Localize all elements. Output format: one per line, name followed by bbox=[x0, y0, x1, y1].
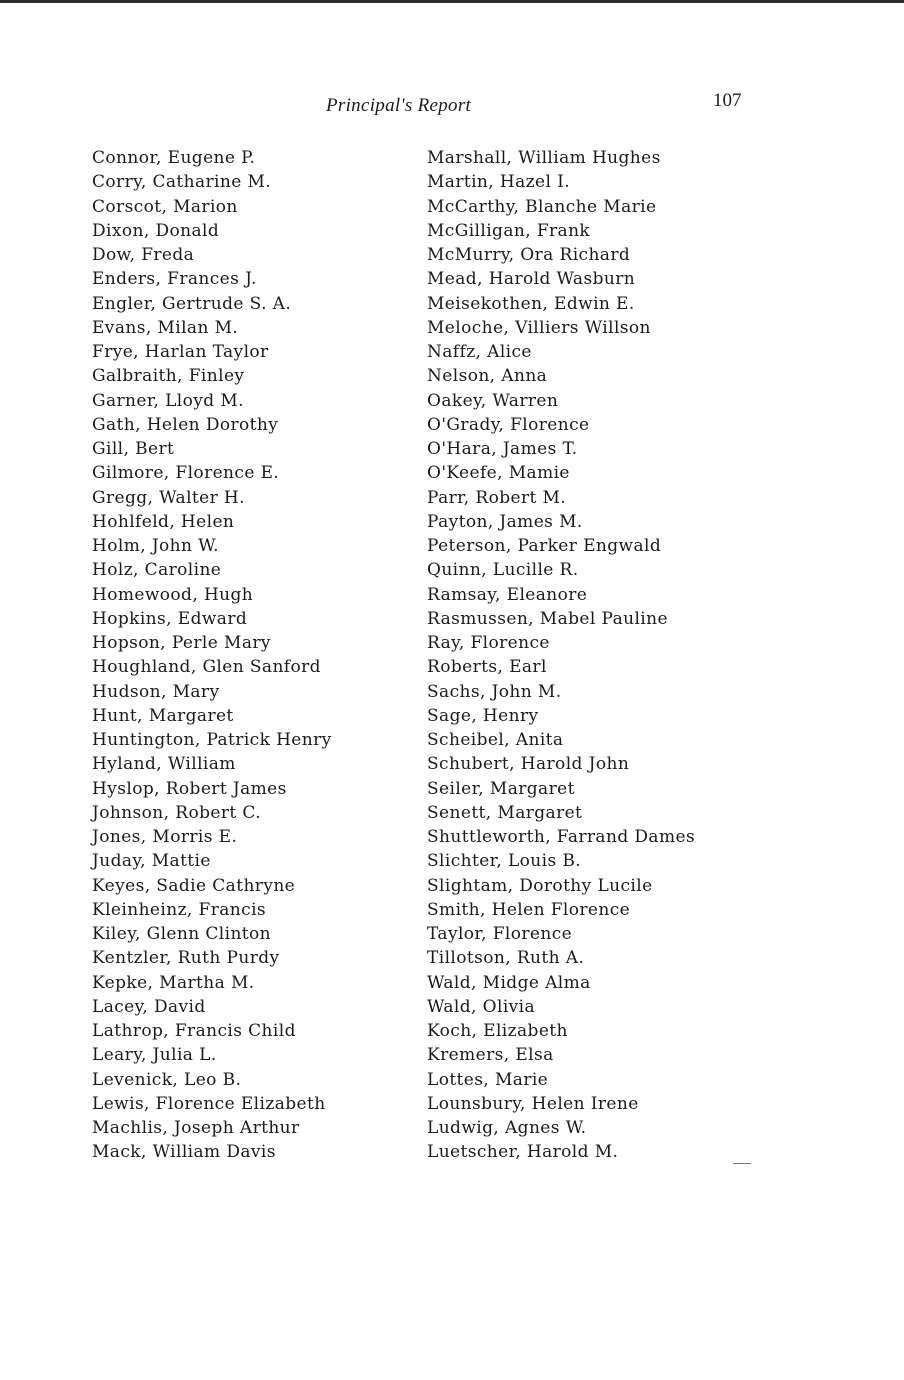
name-entry: Jones, Morris E. bbox=[92, 827, 238, 847]
name-entry: Lacey, David bbox=[92, 996, 206, 1017]
name-entry: Frye, Harlan Taylor bbox=[92, 342, 269, 362]
name-entry: Johnson, Robert C. bbox=[92, 802, 262, 823]
name-entry: Levenick, Leo B. bbox=[92, 1069, 242, 1090]
name-entry: Koch, Elizabeth bbox=[427, 1021, 568, 1041]
name-entry: Lottes, Marie bbox=[427, 1069, 549, 1090]
name-entry: Parr, Robert M. bbox=[427, 487, 567, 508]
name-entry: Lathrop, Francis Child bbox=[92, 1021, 296, 1041]
name-entry: Seiler, Margaret bbox=[427, 778, 575, 799]
name-entry: Ray, Florence bbox=[427, 633, 550, 653]
name-entry: Nelson, Anna bbox=[427, 366, 548, 387]
name-entry: Enders, Frances J. bbox=[92, 269, 257, 290]
name-entry: Martin, Hazel I. bbox=[427, 172, 571, 193]
name-entry: Corscot, Marion bbox=[92, 196, 238, 217]
name-entry: Connor, Eugene P. bbox=[92, 148, 256, 168]
name-entry: Peterson, Parker Engwald bbox=[427, 536, 662, 556]
name-entry: Shuttleworth, Farrand Dames bbox=[427, 827, 696, 847]
name-entry: Schubert, Harold John bbox=[427, 754, 630, 775]
name-entry: Slichter, Louis B. bbox=[427, 851, 582, 872]
name-entry: Wald, Midge Alma bbox=[427, 972, 591, 993]
name-entry: Kiley, Glenn Clinton bbox=[92, 924, 272, 944]
name-entry: Hyland, William bbox=[92, 754, 236, 775]
name-list-left-column bbox=[92, 146, 332, 1165]
name-entry: Smith, Helen Florence bbox=[427, 899, 631, 920]
name-entry: Dow, Freda bbox=[92, 245, 195, 265]
name-entry: Holz, Caroline bbox=[92, 560, 222, 581]
name-entry: Sachs, John M. bbox=[427, 681, 562, 702]
name-entry: Holm, John W. bbox=[92, 536, 219, 556]
name-entry: Slightam, Dorothy Lucile bbox=[427, 875, 653, 896]
name-entry: Gill, Bert bbox=[92, 439, 175, 459]
name-entry: Quinn, Lucille R. bbox=[427, 560, 579, 581]
page-number: 107 bbox=[713, 90, 742, 111]
name-entry: Meisekothen, Edwin E. bbox=[427, 293, 635, 314]
name-entry: Keyes, Sadie Cathryne bbox=[92, 875, 296, 896]
name-entry: Senett, Margaret bbox=[427, 802, 583, 823]
name-entry: Engler, Gertrude S. A. bbox=[92, 293, 292, 314]
name-entry: Wald, Olivia bbox=[427, 996, 536, 1017]
name-entry: Gregg, Walter H. bbox=[92, 487, 245, 508]
name-entry: Taylor, Florence bbox=[427, 924, 573, 944]
name-entry: Mack, William Davis bbox=[92, 1142, 276, 1163]
name-entry: Dixon, Donald bbox=[92, 220, 220, 241]
name-entry: Payton, James M. bbox=[427, 511, 583, 532]
name-entry: Juday, Mattie bbox=[92, 851, 211, 872]
name-entry: O'Grady, Florence bbox=[427, 414, 590, 435]
name-entry: Oakey, Warren bbox=[427, 390, 559, 411]
name-entry: Hopson, Perle Mary bbox=[92, 633, 271, 653]
name-entry: Kepke, Martha M. bbox=[92, 972, 255, 993]
name-entry: Hudson, Mary bbox=[92, 681, 220, 702]
name-entry: Hunt, Margaret bbox=[92, 705, 234, 726]
name-entry: Machlis, Joseph Arthur bbox=[92, 1118, 300, 1138]
name-entry: Kleinheinz, Francis bbox=[92, 899, 267, 920]
name-entry: Hopkins, Edward bbox=[92, 608, 248, 629]
name-entry: Huntington, Patrick Henry bbox=[92, 730, 332, 750]
name-entry: Ludwig, Agnes W. bbox=[427, 1118, 587, 1138]
name-entry: Mead, Harold Wasburn bbox=[427, 269, 636, 290]
name-entry: Garner, Lloyd M. bbox=[92, 390, 244, 411]
name-entry: Galbraith, Finley bbox=[92, 366, 245, 387]
name-entry: Gath, Helen Dorothy bbox=[92, 414, 279, 435]
name-entry: Ramsay, Eleanore bbox=[427, 584, 588, 605]
name-entry: Lewis, Florence Elizabeth bbox=[92, 1093, 326, 1114]
name-entry: Lounsbury, Helen Irene bbox=[427, 1093, 639, 1114]
name-entry: Kentzler, Ruth Purdy bbox=[92, 948, 280, 969]
name-entry: Sage, Henry bbox=[427, 705, 539, 726]
name-entry: Naffz, Alice bbox=[427, 342, 532, 362]
name-entry: McMurry, Ora Richard bbox=[427, 245, 631, 265]
name-entry: Hohlfeld, Helen bbox=[92, 511, 235, 532]
name-entry: Gilmore, Florence E. bbox=[92, 463, 280, 484]
name-entry: Scheibel, Anita bbox=[427, 730, 564, 750]
name-entry: Tillotson, Ruth A. bbox=[427, 948, 585, 969]
name-entry: Roberts, Earl bbox=[427, 657, 547, 678]
name-entry: Meloche, Villiers Willson bbox=[427, 317, 651, 338]
name-list-right-column bbox=[427, 146, 695, 1165]
name-entry: Evans, Milan M. bbox=[92, 317, 239, 338]
name-entry: Houghland, Glen Sanford bbox=[92, 657, 321, 678]
name-entry: Hyslop, Robert James bbox=[92, 778, 287, 799]
top-rule bbox=[0, 0, 904, 3]
name-entry: Corry, Catharine M. bbox=[92, 172, 272, 193]
running-header-title: Principal's Report bbox=[326, 95, 472, 116]
name-entry: McGilligan, Frank bbox=[427, 220, 591, 241]
name-entry: Marshall, William Hughes bbox=[427, 148, 661, 168]
name-entry: O'Hara, James T. bbox=[427, 439, 578, 459]
name-entry: Homewood, Hugh bbox=[92, 584, 254, 605]
name-entry: Luetscher, Harold M. bbox=[427, 1142, 619, 1163]
name-entry: McCarthy, Blanche Marie bbox=[427, 196, 657, 217]
name-entry: Kremers, Elsa bbox=[427, 1045, 554, 1066]
footer-rule-mark bbox=[733, 1163, 751, 1164]
name-entry: Rasmussen, Mabel Pauline bbox=[427, 608, 668, 629]
name-entry: O'Keefe, Mamie bbox=[427, 463, 570, 484]
name-entry: Leary, Julia L. bbox=[92, 1045, 217, 1066]
